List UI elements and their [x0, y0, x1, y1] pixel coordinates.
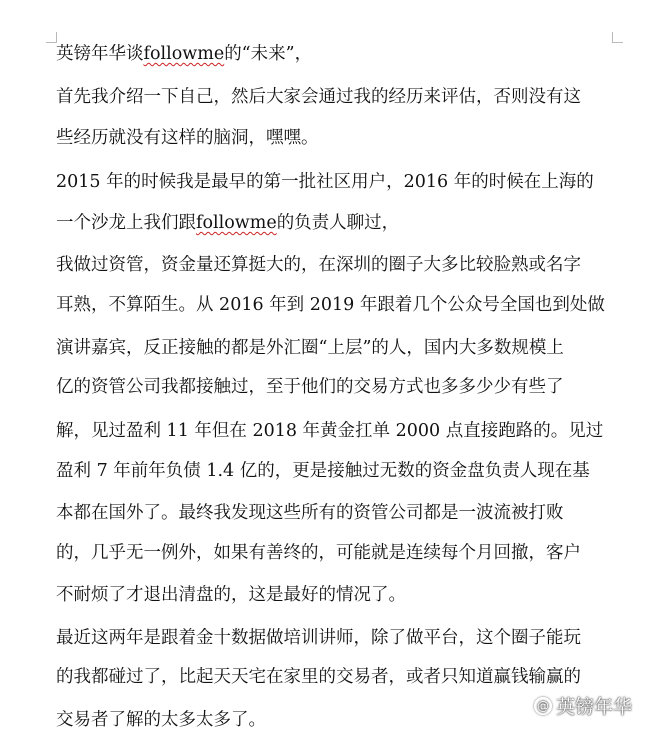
text-segment: 解，见过盈利 11 年但在 2018 年黄金扛单 2000 点直接跑路的。见过 — [56, 421, 604, 441]
text-segment: 2015 年的时候我是最早的第一批社区用户，2016 年的时候在上海的 — [56, 172, 594, 192]
text-segment: 的“未来”， — [224, 44, 313, 64]
text-segment: 演讲嘉宾，反正接触的都是外汇圈“上层”的人，国内大多数规模上 — [56, 338, 564, 358]
text-segment: 本都在国外了。最终我发现这些所有的资管公司都是一波流被打败 — [56, 503, 564, 523]
margin-corner-mark-right — [612, 32, 623, 43]
text-line — [56, 419, 603, 443]
spellcheck-flagged-word[interactable]: followme — [143, 44, 225, 64]
text-segment: 不耐烦了才退出清盘的，这是最好的情况了。 — [56, 585, 406, 605]
text-segment: 一个沙龙上我们跟 — [56, 213, 196, 233]
text-segment: 耳熟，不算陌生。从 2016 年到 2019 年跟着几个公众号全国也到处做 — [56, 295, 605, 315]
text-segment: 的，几乎无一例外，如果有善终的，可能就是连续每个月回撤，客户 — [56, 543, 581, 563]
text-line — [56, 665, 581, 689]
watermark — [534, 692, 632, 719]
text-segment: 的负责人聊过， — [276, 213, 400, 233]
text-line — [56, 583, 406, 607]
text-segment: 最近这两年是跟着金十数据做培训讲师，除了做平台，这个圈子能玩 — [56, 628, 581, 648]
text-segment: 的我都碰过了，比起天天宅在家里的交易者，或者只知道赢钱输赢的 — [56, 667, 581, 687]
text-segment: 英镑年华谈 — [56, 44, 144, 64]
text-line — [56, 708, 266, 732]
text-line — [56, 253, 581, 277]
text-segment: 亿的资管公司我都接触过，至于他们的交易方式也多多少少有些了 — [56, 377, 564, 397]
text-line — [56, 85, 581, 109]
text-line — [56, 42, 312, 66]
at-sign-icon: @ — [534, 697, 552, 715]
text-line — [56, 336, 564, 360]
text-line — [56, 126, 319, 150]
text-line — [56, 211, 399, 235]
text-segment: 交易者了解的太多太多了。 — [56, 710, 266, 730]
text-segment: 我做过资管，资金量还算挺大的，在深圳的圈子大多比较脸熟或名字 — [56, 255, 581, 275]
text-line — [56, 626, 581, 650]
spellcheck-flagged-word[interactable]: followme — [196, 213, 277, 233]
text-line — [56, 501, 564, 525]
text-line — [56, 459, 590, 483]
text-segment: 盈利 7 年前年负债 1.4 亿的，更是接触过无数的资金盘负责人现在基 — [56, 461, 590, 481]
text-line — [56, 293, 605, 317]
text-line — [56, 170, 594, 194]
text-line — [56, 375, 564, 399]
text-segment: 首先我介绍一下自己，然后大家会通过我的经历来评估，否则没有这 — [56, 87, 581, 107]
watermark-text: 英镑年华 — [556, 696, 633, 718]
text-segment: 些经历就没有这样的脑洞，嘿嘿。 — [56, 128, 319, 148]
text-line — [56, 541, 581, 565]
